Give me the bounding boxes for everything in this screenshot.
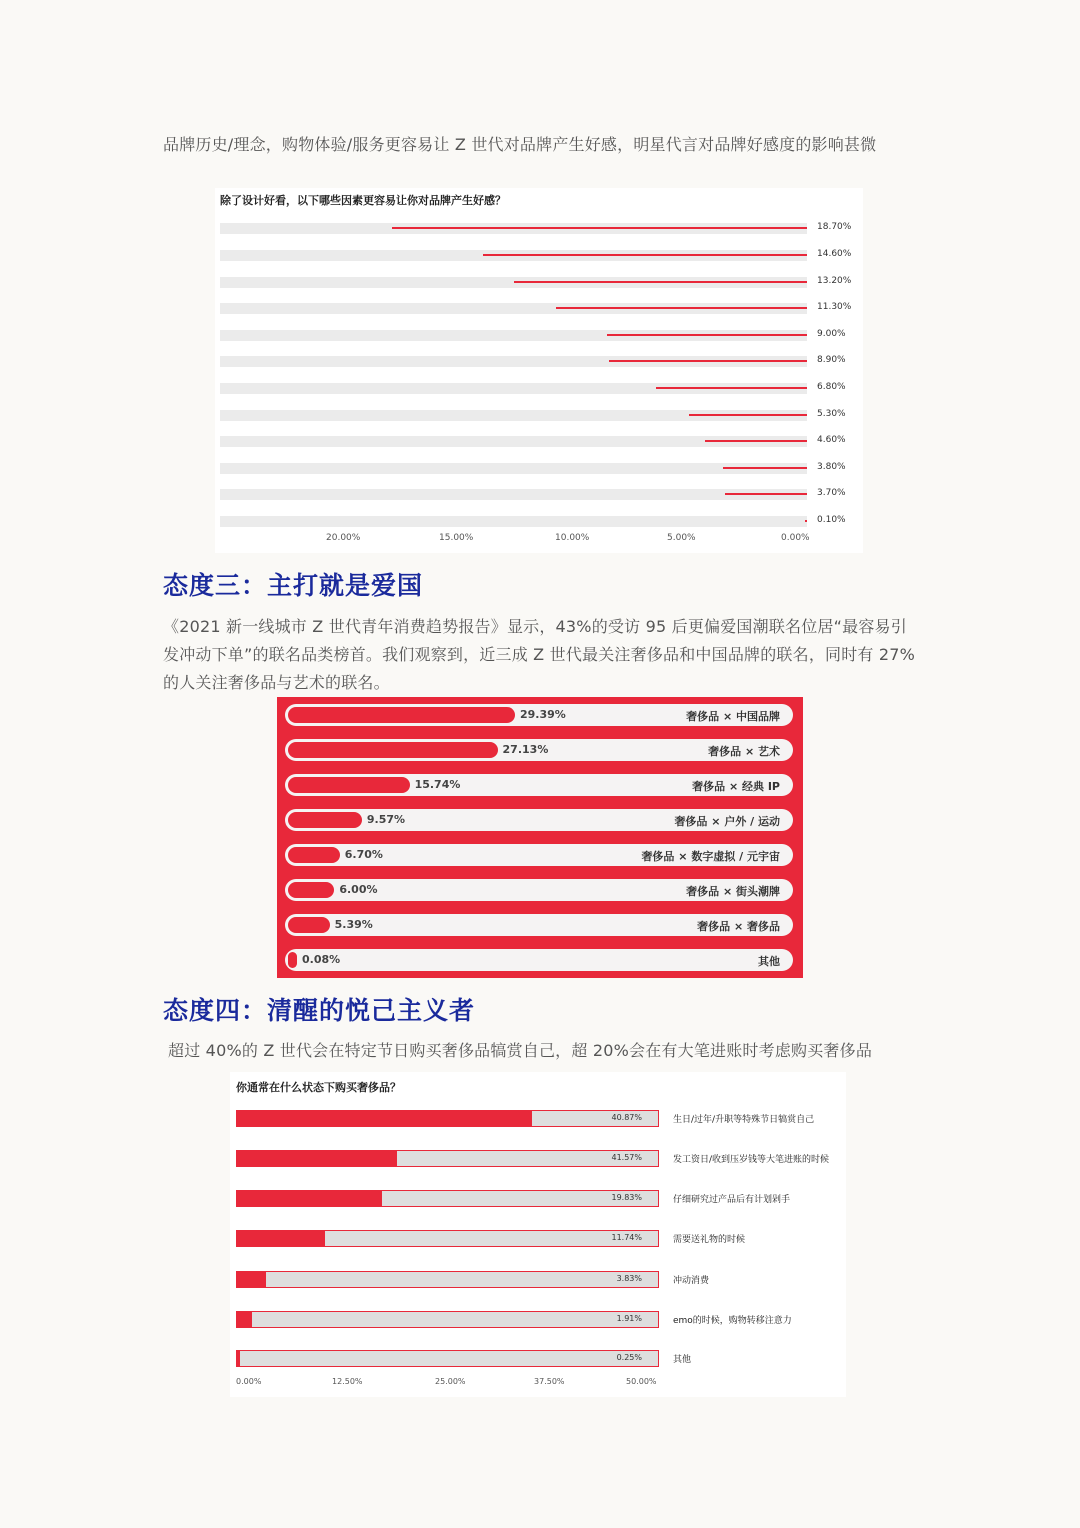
chart2-bar — [288, 882, 334, 898]
chart3-bar — [237, 1351, 240, 1366]
chart1-bar-track — [220, 489, 807, 500]
chart2-category-label: 奢侈品 × 奢侈品 — [697, 920, 780, 933]
chart2-bar — [288, 847, 340, 863]
chart1-value-label: 13.20% — [817, 276, 852, 286]
chart3-axis-tick: 0.00% — [236, 1377, 262, 1386]
chart3-category-label: 需要送礼物的时候 — [673, 1235, 746, 1245]
chart3-category-label: 冲动消费 — [673, 1276, 710, 1286]
chart3-value-label: 3.83% — [616, 1274, 642, 1283]
chart3-bar-track — [236, 1190, 659, 1207]
chart1-value-label: 8.90% — [817, 355, 846, 365]
chart3-value-label: 0.25% — [616, 1353, 642, 1362]
intro-paragraph: 品牌历史/理念，购物体验/服务更容易让 Z 世代对品牌产生好感，明星代言对品牌好感度的影响甚微 — [163, 135, 877, 154]
chart3-value-label: 1.91% — [616, 1314, 642, 1323]
chart1-title: 除了设计好看，以下哪些因素更容易让你对品牌产生好感？ — [220, 194, 506, 207]
chart2-value-label: 0.08% — [302, 953, 341, 966]
chart2-value-label: 6.70% — [344, 848, 383, 861]
chart2-row — [285, 739, 793, 761]
chart1-bar — [656, 387, 807, 389]
chart1-bar — [514, 281, 807, 283]
chart2-row — [285, 809, 793, 831]
chart3-category-label: 仔细研究过产品后有计划剁手 — [673, 1195, 791, 1205]
chart3-category-label: 生日/过年/升职等特殊节日犒赏自己 — [673, 1115, 815, 1125]
chart1-bar — [723, 467, 807, 469]
chart2-bar — [288, 812, 362, 828]
chart3-axis-tick: 37.50% — [534, 1377, 565, 1386]
section-heading-attitude-4: 态度四：清醒的悦己主义者 — [163, 996, 476, 1025]
chart1-value-label: 3.70% — [817, 488, 846, 498]
chart3-bar-track — [236, 1110, 659, 1127]
chart3-bar — [237, 1312, 252, 1327]
chart3-bar — [237, 1151, 397, 1166]
chart2-row — [285, 914, 793, 936]
chart1-bar — [805, 520, 807, 522]
chart2-row — [285, 879, 793, 901]
chart3-category-label: 其他 — [673, 1355, 692, 1365]
chart3-axis-tick: 25.00% — [435, 1377, 466, 1386]
chart3-value-label: 41.57% — [611, 1153, 642, 1162]
chart2-bar — [288, 777, 410, 793]
chart1-bar-track — [220, 516, 807, 527]
chart3-value-label: 40.87% — [611, 1113, 642, 1122]
chart3-bar — [237, 1111, 532, 1126]
chart1-bar — [689, 414, 807, 416]
chart3-axis-tick: 12.50% — [332, 1377, 363, 1386]
chart1-bar — [609, 360, 807, 362]
chart3-bar-track — [236, 1150, 659, 1167]
chart1-bar — [392, 227, 807, 229]
chart3-title: 你通常在什么状态下购买奢侈品？ — [236, 1081, 401, 1094]
chart1-value-label: 14.60% — [817, 249, 852, 259]
chart3-bar-track — [236, 1271, 659, 1288]
section-heading-attitude-3: 态度三：主打就是爱国 — [163, 571, 424, 600]
chart2-category-label: 奢侈品 × 街头潮牌 — [686, 885, 780, 898]
chart3-axis-tick: 50.00% — [626, 1377, 657, 1386]
luxury-collab-chart — [277, 697, 803, 978]
chart2-row — [285, 774, 793, 796]
chart3-bar-track — [236, 1311, 659, 1328]
chart2-bar — [288, 952, 297, 968]
chart2-value-label: 9.57% — [366, 813, 406, 826]
chart3-bar-track — [236, 1350, 659, 1367]
chart3-value-label: 19.83% — [611, 1193, 642, 1202]
chart2-category-label: 奢侈品 × 户外 / 运动 — [674, 815, 780, 828]
chart1-bar — [705, 440, 807, 442]
chart1-bar-track — [220, 463, 807, 474]
chart1-axis-tick: 10.00% — [555, 533, 590, 543]
chart2-category-label: 其他 — [758, 955, 780, 968]
chart1-value-label: 0.10% — [817, 515, 846, 525]
brand-favorability-chart — [215, 188, 863, 553]
chart1-value-label: 6.80% — [817, 382, 846, 392]
chart2-value-label: 27.13% — [502, 743, 549, 756]
chart3-value-label: 11.74% — [611, 1233, 642, 1242]
chart2-row — [285, 949, 793, 971]
chart3-bar — [237, 1191, 382, 1206]
chart3-category-label: emo的时候，购物转移注意力 — [673, 1316, 792, 1326]
chart1-value-label: 9.00% — [817, 329, 846, 339]
chart2-bar — [288, 917, 330, 933]
chart2-row — [285, 844, 793, 866]
section-paragraph-attitude-3: 《2021 新一线城市 Z 世代青年消费趋势报告》显示，43%的受访 95 后更偏爱国潮联名位居“最容易引发冲动下单”的联名品类榜首。我们观察到，近三成 Z 世代最关注奢侈品和中国品牌的联名，同时有 27%的人关注奢侈品与艺术的联名。 — [163, 617, 916, 692]
chart2-bar — [288, 707, 515, 723]
chart2-bar — [288, 742, 498, 758]
chart1-value-label: 3.80% — [817, 462, 846, 472]
chart2-category-label: 奢侈品 × 经典 IP — [692, 780, 780, 793]
chart2-category-label: 奢侈品 × 艺术 — [708, 745, 780, 758]
chart2-row — [285, 704, 793, 726]
chart1-value-label: 5.30% — [817, 409, 846, 419]
chart1-axis-tick: 5.00% — [667, 533, 696, 543]
chart2-value-label: 15.74% — [414, 778, 461, 791]
chart1-bar — [556, 307, 807, 309]
chart2-category-label: 奢侈品 × 数字虚拟 / 元宇宙 — [641, 850, 780, 863]
chart2-value-label: 29.39% — [520, 708, 566, 721]
chart1-axis-tick: 20.00% — [326, 533, 361, 543]
chart1-axis-tick: 15.00% — [439, 533, 474, 543]
chart2-category-label: 奢侈品 × 中国品牌 — [686, 710, 780, 723]
chart1-axis-tick: 0.00% — [781, 533, 810, 543]
chart1-bar — [725, 493, 807, 495]
chart1-bar — [607, 334, 807, 336]
chart1-value-label: 18.70% — [817, 222, 852, 232]
chart3-bar-track — [236, 1230, 659, 1247]
chart3-bar — [237, 1231, 325, 1246]
chart1-value-label: 11.30% — [817, 302, 852, 312]
chart3-bar — [237, 1272, 266, 1287]
section-paragraph-attitude-4: 超过 40%的 Z 世代会在特定节日购买奢侈品犒赏自己，超 20%会在有大笔进账时考虑购买奢侈品 — [168, 1041, 873, 1060]
chart2-value-label: 6.00% — [339, 883, 378, 896]
chart3-category-label: 发工资日/收到压岁钱等大笔进账的时候 — [673, 1155, 830, 1165]
chart2-value-label: 5.39% — [334, 918, 373, 931]
chart1-value-label: 4.60% — [817, 435, 846, 445]
chart1-bar — [483, 254, 807, 256]
